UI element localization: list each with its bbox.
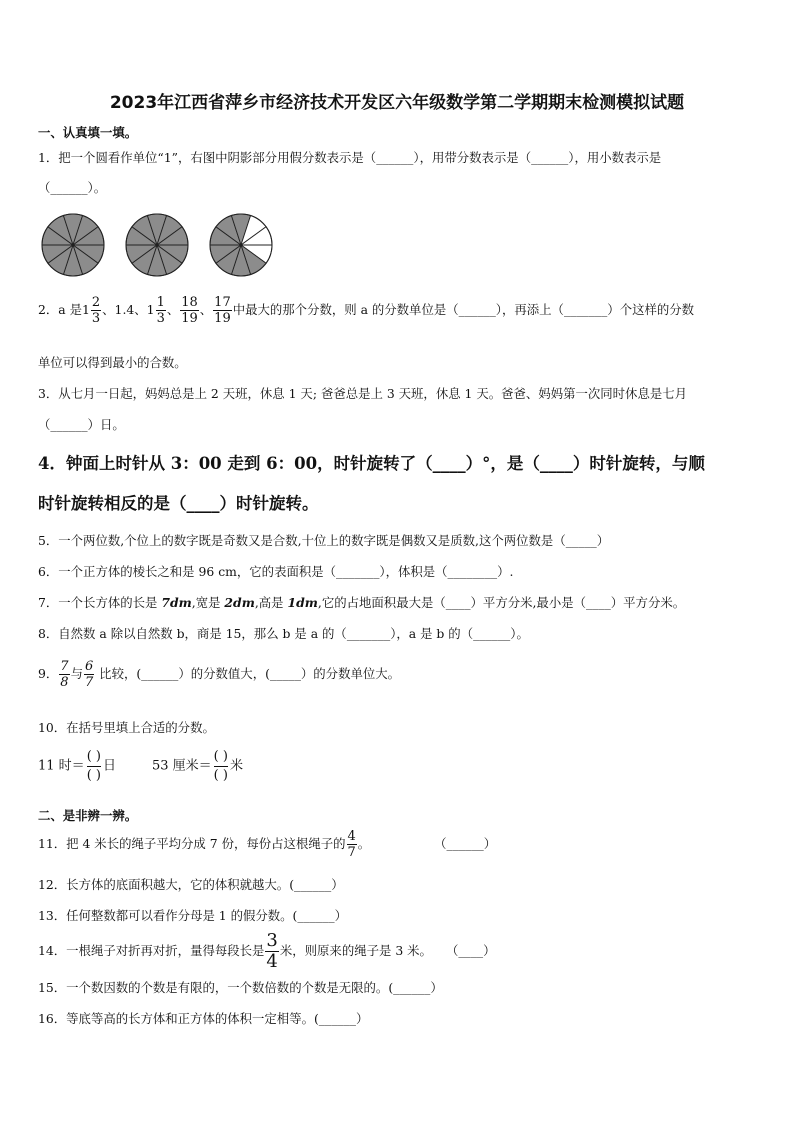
question-14 — [38, 932, 496, 971]
circle-figure-2 — [122, 212, 192, 278]
q2-mixed2-whole: 1 — [146, 302, 155, 317]
section-heading-fill: 一、认真填一填。 — [38, 125, 138, 140]
q2-mixed1-whole: 1 — [82, 302, 90, 317]
q10-left-num: ( ) — [87, 750, 101, 767]
q2-f4-num: 17 — [214, 295, 231, 310]
q10-right-fraction — [214, 750, 228, 782]
q11-prefix: 11．把 4 米长的绳子平均分成 7 份，每份占这根绳子的 — [38, 836, 346, 851]
q11-den: 7 — [347, 845, 356, 860]
q10-left-fraction — [87, 750, 101, 782]
question-11 — [38, 830, 496, 859]
circle-figures — [38, 212, 285, 282]
question-5: 5．一个两位数,个位上的数字既是奇数又是合数,十位上的数字既是偶数又是质数,这个两位数是（_____） — [38, 533, 610, 548]
question-15: 15．一个数因数的个数是有限的，一个数倍数的个数是无限的。(______） — [38, 980, 443, 995]
q2-m2-den: 3 — [156, 311, 165, 326]
q9-mid: 与 — [70, 666, 83, 681]
q2-f4-den: 19 — [214, 311, 231, 326]
q2-m1-num: 2 — [91, 295, 101, 310]
q7-part-d: ,它的占地面积最大是（____）平方分米,最小是（____）平方分米。 — [317, 595, 686, 610]
q2-suffix: 中最大的那个分数，则 a 的分数单位是（______），再添上（_______）个这样的分数 — [232, 302, 695, 317]
q14-num: 3 — [266, 930, 278, 951]
q2-m2-num: 1 — [156, 295, 165, 310]
q2-prefix: 2．a 是 — [38, 302, 82, 317]
question-10: 10．在括号里填上合适的分数。 — [38, 720, 215, 735]
q9-f2-den: 7 — [84, 675, 94, 690]
q14-den: 4 — [266, 951, 278, 972]
q11-blank: （______） — [434, 836, 497, 851]
q10-right-den: ( ) — [213, 767, 228, 783]
q14-prefix: 14．一根绳子对折再对折，量得每段长是 — [38, 943, 265, 958]
page-title: 2023年江西省萍乡市经济技术开发区六年级数学第二学期期末检测模拟试题 — [109, 93, 685, 113]
q11-fraction — [347, 830, 357, 859]
q11-num: 4 — [347, 829, 356, 844]
question-1-line1: 1．把一个圆看作单位“1”，右图中阴影部分用假分数表示是（______），用带分数表示是（______），用小数表示是 — [38, 150, 662, 165]
question-9 — [38, 660, 400, 689]
q2-sep2: 、 — [166, 302, 180, 317]
q7-width: 2dm — [224, 595, 255, 610]
q10-left-den: ( ) — [86, 767, 101, 783]
circle-figure-1 — [38, 212, 108, 278]
question-3-line2: （______）日。 — [38, 417, 125, 432]
q10-right-label: 53 厘米＝ — [151, 758, 212, 774]
q2-fraction4 — [213, 296, 232, 325]
question-6: 6．一个正方体的棱长之和是 96 cm，它的表面积是（_______），体积是（________）. — [38, 564, 514, 579]
q9-suffix: 比较，(______）的分数值大，(_____）的分数单位大。 — [95, 666, 401, 681]
question-2-line2: 单位可以得到最小的合数。 — [38, 355, 187, 370]
q2-f3-num: 18 — [181, 295, 198, 310]
q9-f1-num: 7 — [60, 659, 69, 674]
q2-f3-den: 19 — [181, 311, 198, 326]
q14-fraction — [265, 932, 278, 971]
question-10-blanks — [38, 750, 243, 782]
q7-part-b: ,宽是 — [191, 595, 225, 610]
question-16: 16．等底等高的长方体和正方体的体积一定相等。(______） — [38, 1011, 369, 1026]
q10-left-unit: 日 — [102, 758, 116, 774]
q9-f1-den: 8 — [60, 675, 69, 690]
q2-sep1: 、1.4、 — [102, 302, 147, 317]
q2-mixed1-fraction — [91, 296, 101, 325]
q10-left-label: 11 时＝ — [38, 758, 85, 774]
section-heading-judge: 二、是非辨一辨。 — [38, 808, 138, 823]
q7-length: 7dm — [161, 595, 192, 610]
question-8: 8．自然数 a 除以自然数 b，商是 15，那么 b 是 a 的（_______），a 是 b 的（______）。 — [38, 626, 529, 641]
q10-right-num: ( ) — [214, 750, 228, 767]
question-3-line1: 3．从七月一日起，妈妈总是上 2 天班，休息 1 天; 爸爸总是上 3 天班，休息 1 天。爸爸、妈妈第一次同时休息是七月 — [38, 386, 688, 401]
q9-prefix: 9． — [38, 666, 59, 681]
question-4-line2: 时针旋转相反的是（____）时针旋转。 — [38, 494, 319, 513]
question-13: 13．任何整数都可以看作分母是 1 的假分数。(______） — [38, 908, 347, 923]
q7-part-a: 7．一个长方体的长是 — [38, 595, 162, 610]
q10-right-unit: 米 — [229, 758, 243, 774]
question-2-line1 — [38, 296, 694, 325]
q2-fraction3 — [180, 296, 199, 325]
q9-fraction2 — [84, 660, 94, 689]
q9-fraction1 — [59, 660, 69, 689]
question-1-line2: （______）。 — [38, 180, 107, 195]
circle-figure-3 — [206, 212, 276, 278]
question-4-line1: 4．钟面上时针从 3：00 走到 6：00，时针旋转了（____）°，是（____）时针旋转，与顺 — [38, 454, 705, 473]
q14-suffix: 米，则原来的绳子是 3 米。 — [279, 943, 432, 958]
q2-mixed2-fraction — [156, 296, 166, 325]
question-7 — [38, 593, 685, 611]
q14-blank: （____） — [445, 943, 496, 958]
q7-part-c: ,高是 — [254, 595, 288, 610]
q7-height: 1dm — [287, 595, 318, 610]
q11-suffix: 。 — [357, 836, 371, 851]
q9-f2-num: 6 — [84, 659, 94, 674]
q2-m1-den: 3 — [91, 311, 101, 326]
q2-sep3: 、 — [199, 302, 213, 317]
question-12: 12．长方体的底面积越大，它的体积就越大。(______） — [38, 877, 344, 892]
